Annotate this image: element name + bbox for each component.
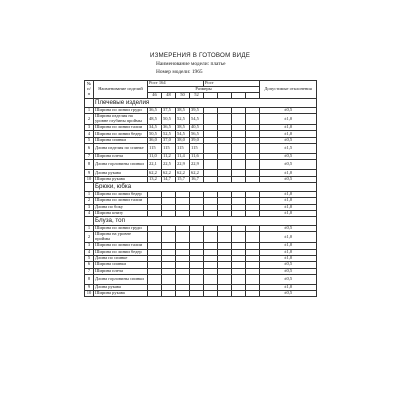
size-value bbox=[232, 144, 246, 154]
row-number: 5 bbox=[85, 137, 94, 143]
measurement-name: Длина рукава bbox=[94, 170, 148, 176]
tolerance-value: ±1,5 bbox=[260, 144, 317, 154]
section-header-row bbox=[85, 182, 317, 191]
size-value bbox=[148, 232, 162, 243]
size-value bbox=[232, 274, 246, 284]
size-value: 38,5 bbox=[176, 125, 190, 131]
tolerance-value: ±1,0 bbox=[260, 210, 317, 216]
measurement-name: Ширина по линии бедер bbox=[94, 131, 148, 137]
measurements-body bbox=[85, 99, 317, 297]
measurement-name: Ширина по линии талии bbox=[94, 198, 148, 204]
document-title: ИЗМЕРЕНИЯ В ГОТОВОМ ВИДЕ bbox=[149, 52, 251, 59]
size-value: 38,0 bbox=[176, 137, 190, 143]
measurement-name: Ширина по линии бедер bbox=[94, 249, 148, 255]
header-size-col: 46 bbox=[148, 93, 162, 99]
row-number: 5 bbox=[85, 255, 94, 261]
measurement-name: Ширина по линии талии bbox=[94, 125, 148, 131]
tolerance-value: ±1,0 bbox=[260, 198, 317, 204]
header-size-col: 48 bbox=[162, 93, 176, 99]
row-number: 8 bbox=[85, 274, 94, 284]
section-title: Блуза, топ bbox=[94, 217, 317, 226]
size-value: 115 bbox=[148, 144, 162, 154]
tolerance-value: ±0,5 bbox=[260, 226, 317, 232]
size-value: 38,5 bbox=[176, 108, 190, 114]
size-value bbox=[204, 291, 218, 297]
size-value bbox=[176, 274, 190, 284]
size-value bbox=[218, 144, 232, 154]
size-value bbox=[162, 232, 176, 243]
header-sizes: Размеры bbox=[148, 87, 260, 93]
size-value: 50,5 bbox=[162, 114, 176, 125]
measurement-name: Ширина плеча bbox=[94, 154, 148, 160]
header-size-col: 50 bbox=[176, 93, 190, 99]
section-num-cell bbox=[85, 182, 94, 191]
measurements-table bbox=[84, 80, 317, 297]
measurement-name: Ширина спинки bbox=[94, 137, 148, 143]
row-number: 2 bbox=[85, 114, 94, 125]
header-measure-name: Наименование изделий bbox=[94, 81, 148, 99]
row-number: 2 bbox=[85, 198, 94, 204]
measurement-name: Ширина на уровне проймы bbox=[94, 232, 148, 243]
size-value: 115 bbox=[190, 144, 204, 154]
tolerance-value: ±0,5 bbox=[260, 262, 317, 268]
tolerance-value: ±1,0 bbox=[260, 284, 317, 290]
table-row bbox=[85, 144, 317, 154]
size-value: 62,2 bbox=[148, 170, 162, 176]
size-value: 115 bbox=[162, 144, 176, 154]
tolerance-value: ±0,5 bbox=[260, 137, 317, 143]
size-value bbox=[190, 232, 204, 243]
size-value: 54,5 bbox=[190, 114, 204, 125]
size-value bbox=[232, 160, 246, 170]
size-value bbox=[218, 160, 232, 170]
table-row bbox=[85, 274, 317, 284]
row-number: 9 bbox=[85, 284, 94, 290]
row-number: 3 bbox=[85, 243, 94, 249]
size-value: 39,0 bbox=[190, 137, 204, 143]
tolerance-value: ±1,0 bbox=[260, 114, 317, 125]
size-value: 62,2 bbox=[190, 170, 204, 176]
header-height-1: Рост 164 bbox=[148, 81, 204, 87]
size-value bbox=[232, 114, 246, 125]
size-value bbox=[204, 144, 218, 154]
tolerance-value: ±1,0 bbox=[260, 255, 317, 261]
row-number: 7 bbox=[85, 268, 94, 274]
model-name-line: Наименование модели: платье bbox=[156, 61, 226, 67]
size-value bbox=[148, 291, 162, 297]
table-row bbox=[85, 160, 317, 170]
size-value bbox=[162, 291, 176, 297]
size-value bbox=[218, 232, 232, 243]
section-title: Плечевые изделия bbox=[94, 99, 317, 108]
section-num-cell bbox=[85, 217, 94, 226]
size-value: 15,7 bbox=[176, 176, 190, 182]
table-row bbox=[85, 114, 317, 125]
tolerance-value: ±0,5 bbox=[260, 160, 317, 170]
tolerance-value: ±1,0 bbox=[260, 170, 317, 176]
size-value: 22,5 bbox=[162, 160, 176, 170]
size-value: 22,9 bbox=[176, 160, 190, 170]
row-number: 4 bbox=[85, 249, 94, 255]
row-number: 10 bbox=[85, 176, 94, 182]
measurement-name: Ширина по линии груди bbox=[94, 108, 148, 114]
size-value bbox=[232, 291, 246, 297]
header-size-col: 52 bbox=[190, 93, 204, 99]
size-value: 52,5 bbox=[176, 114, 190, 125]
measurement-name: Ширина по линии талии bbox=[94, 243, 148, 249]
header-num: № п/п bbox=[85, 81, 94, 99]
size-value: 34,5 bbox=[148, 125, 162, 131]
tolerance-value: ±1,0 bbox=[260, 191, 317, 197]
tolerance-value: ±1,0 bbox=[260, 249, 317, 255]
measurement-name: Длина рукава bbox=[94, 284, 148, 290]
size-value bbox=[218, 274, 232, 284]
size-value bbox=[190, 291, 204, 297]
size-value: 40,5 bbox=[190, 125, 204, 131]
tolerance-value: ±1,0 bbox=[260, 131, 317, 137]
section-header-row bbox=[85, 217, 317, 226]
table-row bbox=[85, 291, 317, 297]
size-value bbox=[246, 274, 260, 284]
size-value: 11,4 bbox=[176, 154, 190, 160]
size-value: 48,5 bbox=[148, 114, 162, 125]
size-value bbox=[246, 114, 260, 125]
size-value bbox=[232, 232, 246, 243]
measurement-name: Длина по спинке bbox=[94, 255, 148, 261]
tolerance-value: ±0,5 bbox=[260, 291, 317, 297]
size-value: 11,6 bbox=[190, 154, 204, 160]
size-value bbox=[204, 274, 218, 284]
row-number: 4 bbox=[85, 131, 94, 137]
tolerance-value: ±1,0 bbox=[260, 243, 317, 249]
section-header-row bbox=[85, 99, 317, 108]
row-number: 2 bbox=[85, 232, 94, 243]
size-value bbox=[176, 232, 190, 243]
measurement-name: Ширина спинки bbox=[94, 262, 148, 268]
size-value: 36,5 bbox=[148, 108, 162, 114]
tolerance-value: ±1,0 bbox=[260, 204, 317, 210]
row-number: 7 bbox=[85, 154, 94, 160]
size-value: 115 bbox=[176, 144, 190, 154]
measurement-sheet bbox=[72, 40, 328, 388]
section-num-cell bbox=[85, 99, 94, 108]
size-value bbox=[246, 160, 260, 170]
size-value: 36,5 bbox=[162, 125, 176, 131]
size-value: 37,0 bbox=[162, 137, 176, 143]
measurement-name: Ширина изделия на уровне глубины проймы bbox=[94, 114, 148, 125]
row-number: 1 bbox=[85, 226, 94, 232]
tolerance-value: ±1,0 bbox=[260, 232, 317, 243]
size-value bbox=[246, 291, 260, 297]
tolerance-value: ±0,5 bbox=[260, 154, 317, 160]
size-value: 62,2 bbox=[162, 170, 176, 176]
size-value bbox=[162, 274, 176, 284]
measurement-name: Ширина плеча bbox=[94, 268, 148, 274]
row-number: 6 bbox=[85, 144, 94, 154]
tolerance-value: ±0,5 bbox=[260, 274, 317, 284]
size-value bbox=[176, 291, 190, 297]
size-value: 22,1 bbox=[148, 160, 162, 170]
measurement-name: Длина горловины спинки bbox=[94, 160, 148, 170]
row-number: 8 bbox=[85, 160, 94, 170]
measurement-name: Ширина книзу bbox=[94, 210, 148, 216]
measurement-name: Ширина рукава bbox=[94, 176, 148, 182]
size-value: 13,2 bbox=[148, 176, 162, 182]
size-value: 39,5 bbox=[190, 108, 204, 114]
size-value: 54,5 bbox=[176, 131, 190, 137]
row-number: 3 bbox=[85, 125, 94, 131]
size-value: 50,5 bbox=[148, 131, 162, 137]
size-value bbox=[148, 274, 162, 284]
row-number: 1 bbox=[85, 108, 94, 114]
size-value bbox=[218, 114, 232, 125]
tolerance-value: ±1,0 bbox=[260, 125, 317, 131]
size-value bbox=[218, 291, 232, 297]
row-number: 9 bbox=[85, 170, 94, 176]
model-number-line: Номер модели: 1965 bbox=[156, 69, 203, 75]
measurement-name: Ширина рукава bbox=[94, 291, 148, 297]
tolerance-value: ±0,5 bbox=[260, 176, 317, 182]
size-value: 22,9 bbox=[190, 160, 204, 170]
size-value bbox=[246, 232, 260, 243]
size-value bbox=[204, 232, 218, 243]
size-value: 37,5 bbox=[162, 108, 176, 114]
header-tolerance: Допустимые отклонения bbox=[260, 81, 317, 99]
size-value: 62,2 bbox=[176, 170, 190, 176]
tolerance-value: ±0,5 bbox=[260, 108, 317, 114]
header-height-2: Рост bbox=[204, 81, 260, 87]
table-row bbox=[85, 232, 317, 243]
size-value bbox=[204, 114, 218, 125]
measurement-name: Ширина по линии бедер bbox=[94, 191, 148, 197]
measurement-name: Длина изделия по спинке bbox=[94, 144, 148, 154]
row-number: 6 bbox=[85, 262, 94, 268]
row-number: 4 bbox=[85, 210, 94, 216]
size-value: 11,0 bbox=[148, 154, 162, 160]
section-title: Брюки, юбка bbox=[94, 182, 317, 191]
size-value: 52,5 bbox=[162, 131, 176, 137]
size-value: 36,0 bbox=[148, 137, 162, 143]
measurement-name: Ширина по линии груди bbox=[94, 226, 148, 232]
size-value: 11,2 bbox=[162, 154, 176, 160]
row-number: 1 bbox=[85, 191, 94, 197]
size-value bbox=[204, 160, 218, 170]
measurement-name: Длина горловины спинки bbox=[94, 274, 148, 284]
row-number: 3 bbox=[85, 204, 94, 210]
size-value: 14,7 bbox=[162, 176, 176, 182]
tolerance-value: ±0,5 bbox=[260, 268, 317, 274]
size-value bbox=[246, 144, 260, 154]
size-value: 16,7 bbox=[190, 176, 204, 182]
row-number: 10 bbox=[85, 291, 94, 297]
size-value: 56,5 bbox=[190, 131, 204, 137]
size-value bbox=[190, 274, 204, 284]
measurement-name: Длина по боку bbox=[94, 204, 148, 210]
